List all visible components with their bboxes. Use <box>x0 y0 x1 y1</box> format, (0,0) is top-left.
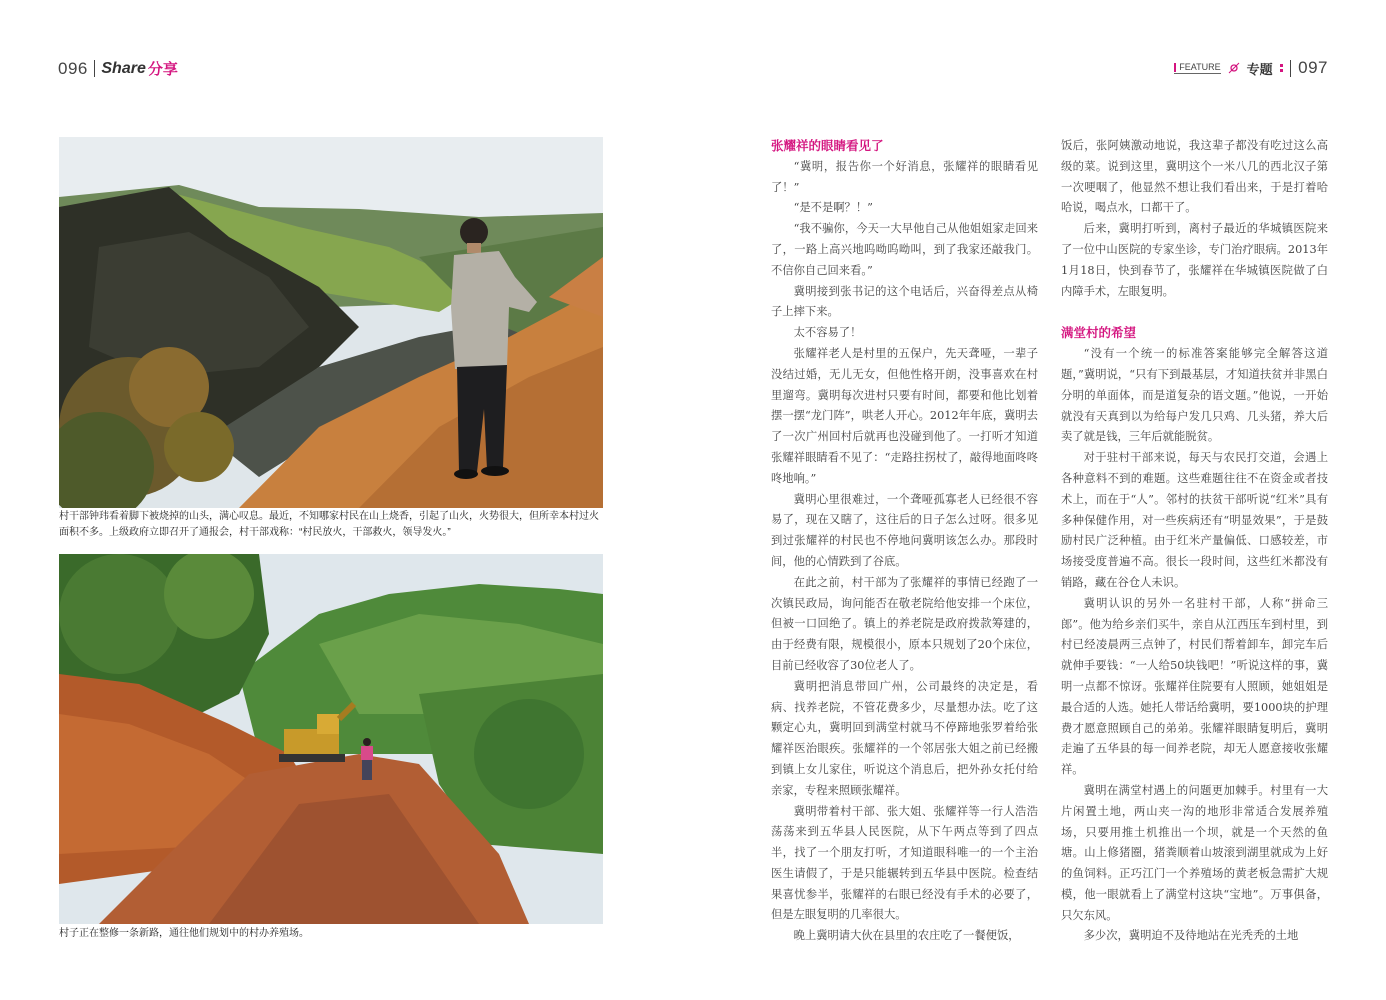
topic-label: 专题 <box>1246 61 1273 77</box>
left-page-header <box>58 58 178 79</box>
right-page-number: 097 <box>1298 58 1328 77</box>
paragraph: 对于驻村干部来说，每天与农民打交道，会遇上各种意料不到的难题。这些难题往往不在资金或者技术上，而在于“人”。邻村的扶贫干部听说“红米”具有多种保健作用，对一些疾病还有“明显效果”，于是鼓励村民广泛种植。由于红米产量偏低、口感较差，市场接受度普遍不高。很长一段时间，这些红米都没有销路，藏在谷仓人未识。 <box>1061 451 1328 589</box>
paragraph: 冀明心里很难过，一个聋哑孤寡老人已经很不容易了，现在又瞎了，这往后的日子怎么过呀。很多见到过张耀祥的村民也不停地问冀明该怎么办。那段时间，他的心情跌到了谷底。 <box>771 492 1038 568</box>
section-heading-2: 满堂村的希望 <box>1061 325 1137 341</box>
paragraph: “冀明，报告你一个好消息，张耀祥的眼睛看见了！” <box>771 159 1038 194</box>
paragraph: 晚上冀明请大伙在县里的农庄吃了一餐便饭， <box>793 929 1020 943</box>
paragraph: “没有一个统一的标准答案能够完全解答这道题，”冀明说，“只有下到最基层，才知道扶贫并非黑白分明的单面体，而是道复杂的语文题。”他说，一开始就没有天真到以为给每户发几只鸡、几头猪，养大后卖了就是钱，三年后就能脱贫。 <box>1061 347 1328 444</box>
dots-icon <box>1280 64 1283 72</box>
burned-hill-photo <box>59 137 603 508</box>
road-construction-photo <box>59 554 603 924</box>
paragraph: 后来，冀明打听到，离村子最近的华城镇医院来了一位中山医院的专家坐诊，专门治疗眼病。2013年1月18日，快到春节了，张耀祥在华城镇医院做了白内障手术，左眼复明。 <box>1061 222 1328 298</box>
paragraph: 冀明接到张书记的这个电话后，兴奋得差点从椅子上摔下来。 <box>771 284 1038 319</box>
paragraph: 在此之前，村干部为了张耀祥的事情已经跑了一次镇民政局，询问能否在敬老院给他安排一个床位，但被一口回绝了。镇上的养老院是政府拨款筹建的，由于经费有限，规模很小，原本只规划了20个床位，目前已经收容了30位老人了。 <box>771 575 1038 672</box>
photo-caption-1: 村干部钟玮看着脚下被烧掉的山头，满心叹息。最近，不知哪家村民在山上烧香，引起了山火，火势很大，但所幸本村过火面积不多。上级政府立即召开了通报会，村干部戏称：“村民放火，干部救火，领导发火。” <box>59 511 599 538</box>
paragraph: 冀明带着村干部、张大姐、张耀祥等一行人浩浩荡荡来到五华县人民医院，从下午两点等到了四点半，找了一个朋友打听，才知道眼科唯一的一个主治医生请假了，于是只能辗转到五华县中医院。检查结果喜忧参半，张耀祥的右眼已经没有手术的必要了，但是左眼复明的几率很大。 <box>771 804 1038 922</box>
article-column-1 <box>771 136 1038 947</box>
share-logo-cn: 分享 <box>147 61 178 78</box>
paragraph: 冀明把消息带回广州，公司最终的决定是，看病、找养老院，不管花费多少，尽量想办法。吃了这颗定心丸，冀明回到满堂村就马不停蹄地张罗着给张耀祥医治眼疾。张耀祥的一个邻居张大姐之前已经搬到镇上女儿家住，听说这个消息后，把外孙女托付给亲家，专程来照顾张耀祥。 <box>771 679 1038 797</box>
paragraph: 冀明认识的另外一名驻村干部，人称“拼命三郎”。他为给乡亲们买牛，亲自从江西压车到村里，到村已经凌晨两三点钟了，村民们帮着卸车，卸完车后就伸手要钱：“一人给50块钱吧！”听说这样的事，冀明一点都不惊讶。张耀祥住院要有人照顾，她姐姐是最合适的人选。她托人带话给冀明，要1000块的护理费才愿意照顾自己的弟弟。张耀祥眼睛复明后，冀明走遍了五华县的每一间养老院，却无人愿意接收张耀祥。 <box>1061 596 1328 777</box>
feature-label: FEATURE <box>1174 62 1220 74</box>
paragraph: 太不容易了！ <box>793 326 862 340</box>
right-page-header <box>1174 58 1328 78</box>
paragraph: 饭后，张阿姨激动地说，我这辈子都没有吃过这么高级的菜。说到这里，冀明这个一米八几的西北汉子第一次哽咽了，他显然不想让我们看出来，于是打着哈哈说，喝点水，口都干了。 <box>1061 139 1328 215</box>
paragraph: “我不骗你，今天一大早他自己从他姐姐家走回来了，一路上高兴地呜呦呜呦叫，到了我家还敲我门。不信你自己回来看。” <box>771 222 1038 277</box>
article-column-2 <box>1061 136 1328 947</box>
paragraph: 多少次，冀明迫不及待地站在光秃秃的土地 <box>1083 929 1299 943</box>
swirl-icon <box>1228 62 1240 74</box>
header-divider-right <box>1290 60 1292 77</box>
section-heading-1: 张耀祥的眼睛看见了 <box>771 138 884 153</box>
left-page-number: 096 <box>58 58 88 78</box>
paragraph: 冀明在满堂村遇上的问题更加棘手。村里有一大片闲置土地，两山夹一沟的地形非常适合发展养殖场，只要用推土机推出一个坝，就是一个天然的鱼塘。山上修猪圈，猪粪顺着山坡滚到湖里就成为上好的鱼饲料。正巧江门一个养殖场的黄老板急需扩大规模，他一眼就看上了满堂村这块“宝地”。万事俱备，只欠东风。 <box>1061 783 1328 922</box>
paragraph: “是不是啊？！” <box>793 201 873 215</box>
paragraph: 张耀祥老人是村里的五保户，先天聋哑，一辈子没结过婚，无儿无女，但他性格开朗，没事喜欢在村里遛弯。冀明每次进村只要有时间，都要和他比划着摆一摆“龙门阵”，哄老人开心。2012年年底，冀明去了一次广州回村后就再也没碰到他了。一打听才知道张耀祥眼睛看不见了：“走路拄拐杖了，敲得地面咚咚咚地响。” <box>771 346 1038 485</box>
header-divider <box>94 60 96 77</box>
share-logo-en: Share <box>101 59 146 77</box>
photo-caption-2: 村子正在整修一条新路，通往他们规划中的村办养殖场。 <box>59 928 309 939</box>
